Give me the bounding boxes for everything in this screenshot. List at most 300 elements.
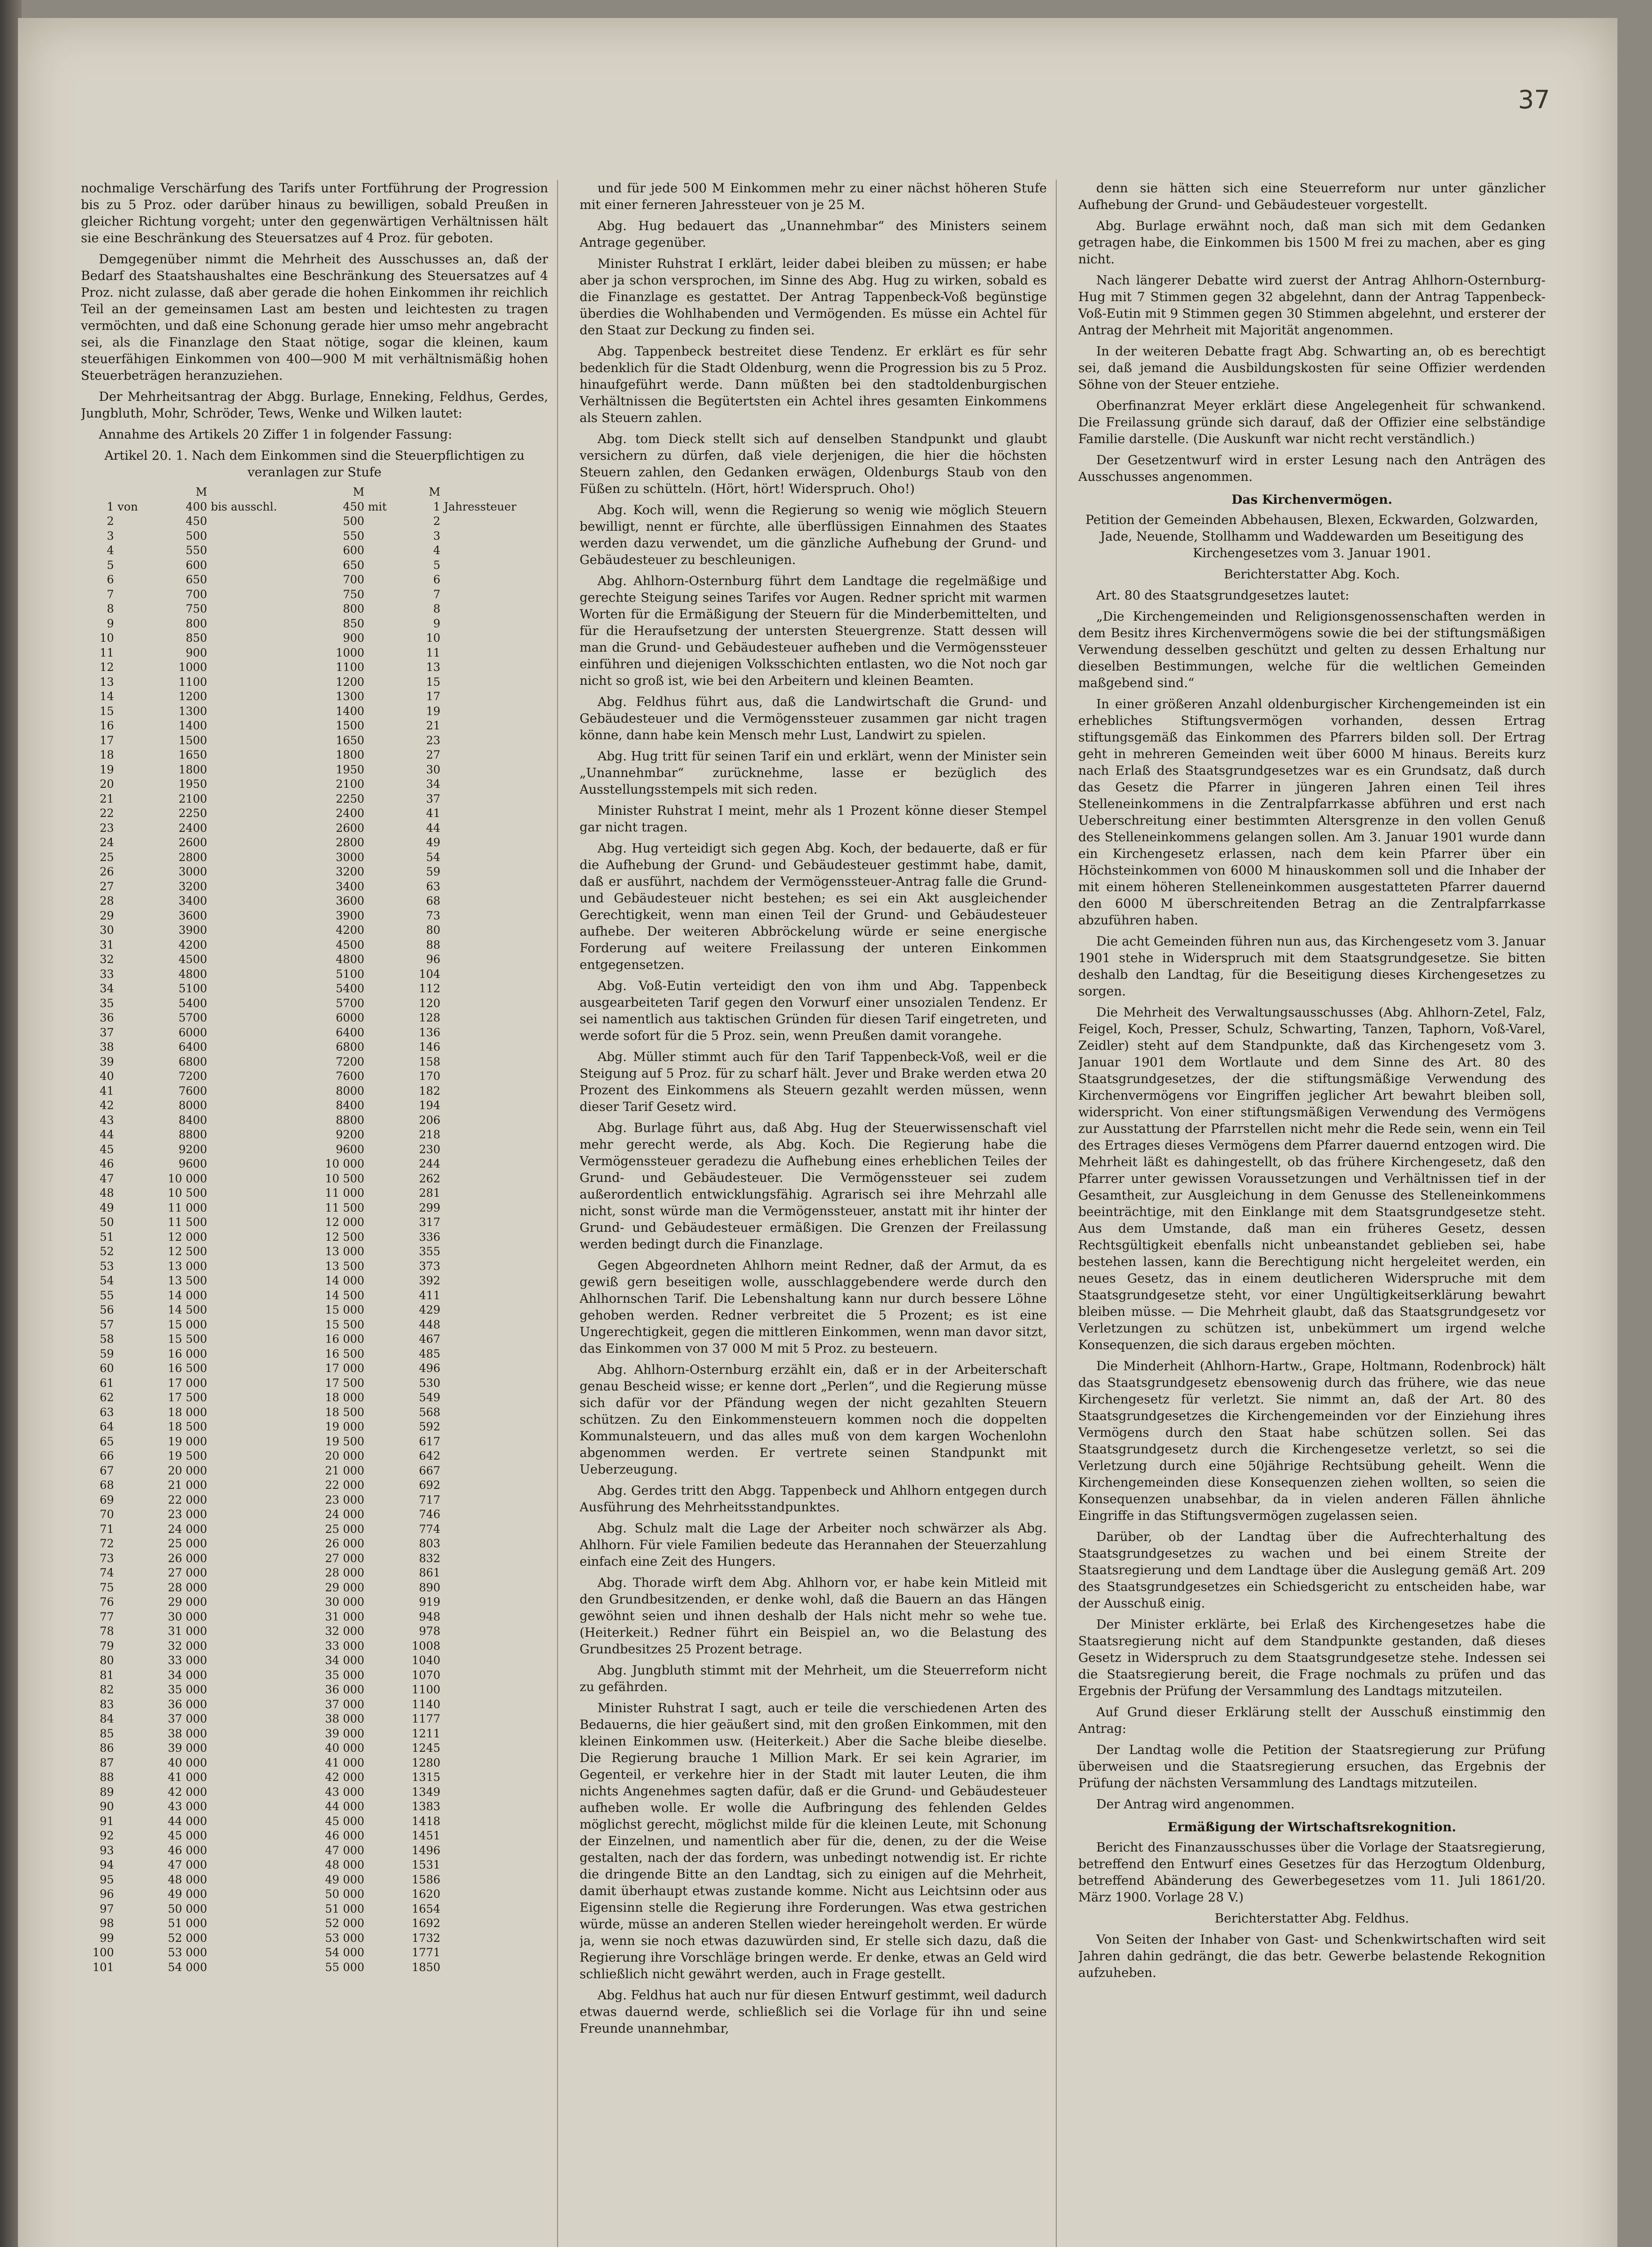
annual-tax: 496 (419, 1362, 441, 1375)
annual-tax: 1692 (412, 1917, 441, 1930)
table-row (81, 1186, 548, 1201)
lower-bound: 4500 (178, 953, 208, 966)
table-row (81, 719, 548, 733)
stufe-number: 64 (99, 1420, 114, 1433)
table-row (81, 1274, 548, 1288)
stufe-number: 10 (99, 631, 114, 644)
annual-tax: 96 (426, 953, 441, 966)
annual-tax: 1850 (412, 1960, 441, 1974)
jahressteuer-label (442, 1785, 548, 1800)
jahressteuer-label (442, 1478, 548, 1493)
lower-bound: 45 000 (168, 1829, 208, 1842)
stufe-number: 14 (99, 690, 114, 703)
table-row (81, 1566, 548, 1581)
jahressteuer-label (442, 952, 548, 967)
stufe-number: 101 (92, 1960, 114, 1974)
von-label (116, 1727, 149, 1741)
von-label (116, 1405, 149, 1420)
upper-bound: 37 000 (325, 1697, 364, 1711)
jahressteuer-label (442, 1259, 548, 1274)
von-label (116, 1507, 149, 1522)
paragraph: Die acht Gemeinden führen nun aus, das Kirchengesetz vom 3. Januar 1901 stehe in Widerspruch mit dem Staatsgrundgesetze. Sie bitten deshalb den Landtag, für die Beseitigung dieses Kirchengesetzes zu sorgen. (1078, 934, 1546, 999)
table-row (81, 558, 548, 573)
mit-label (366, 1668, 397, 1683)
upper-bound: 15 000 (325, 1303, 364, 1316)
annual-tax: 1771 (412, 1946, 441, 1959)
stufe-number: 49 (99, 1201, 114, 1214)
stufe-number: 42 (99, 1099, 114, 1112)
jahressteuer-label (442, 1201, 548, 1216)
annual-tax: 485 (419, 1347, 441, 1360)
annual-tax: 392 (419, 1274, 441, 1287)
von-label (116, 938, 149, 953)
stufe-number: 87 (99, 1756, 114, 1769)
annual-tax: 692 (419, 1479, 441, 1492)
mit-label (366, 981, 397, 996)
upper-bound: 35 000 (325, 1668, 364, 1682)
bis-label (209, 1697, 306, 1712)
lower-bound: 550 (186, 544, 208, 557)
bis-label (209, 748, 306, 763)
bis-label (209, 1464, 306, 1479)
lower-bound: 3900 (178, 924, 208, 937)
von-label (116, 660, 149, 675)
mit-label (366, 1449, 397, 1464)
table-row (81, 894, 548, 909)
von-label (116, 1215, 149, 1230)
mit-label (366, 646, 397, 661)
annual-tax: 10 (426, 631, 441, 644)
mit-label (366, 1931, 397, 1946)
lower-bound: 13 000 (168, 1259, 208, 1273)
jahressteuer-label (442, 792, 548, 807)
von-label (116, 923, 149, 938)
jahressteuer-label (442, 719, 548, 733)
table-row (81, 1902, 548, 1917)
annual-tax: 120 (419, 996, 441, 1010)
upper-bound: 6400 (336, 1026, 364, 1039)
annual-tax: 7 (433, 587, 441, 601)
annual-tax: 617 (419, 1434, 441, 1448)
upper-bound: 3000 (336, 850, 364, 864)
von-label (116, 1770, 149, 1785)
lower-bound: 15 000 (168, 1318, 208, 1331)
stufe-number: 6 (106, 573, 114, 586)
von-label (116, 1858, 149, 1873)
stufe-number: 98 (99, 1917, 114, 1930)
mit-label (366, 1098, 397, 1113)
lower-bound: 10 000 (168, 1172, 208, 1185)
jahressteuer-label (442, 1683, 548, 1697)
paragraph: Abg. Feldhus führt aus, daß die Landwirtschaft die Grund- und Gebäudesteuer und die Vermögenssteuer zusammen gar nicht tragen könne, dann habe kein Mensch mehr Lust, Landwirt zu spielen. (580, 694, 1047, 742)
paragraph: Art. 80 des Staatsgrundgesetzes lautet: (1096, 588, 1350, 603)
mit-label (366, 923, 397, 938)
upper-bound: 19 500 (325, 1434, 364, 1448)
jahressteuer-label (442, 1551, 548, 1566)
upper-bound: 6000 (336, 1011, 364, 1024)
stufe-number: 16 (99, 719, 114, 732)
upper-bound: 10 000 (325, 1157, 364, 1170)
paragraph: Abg. tom Dieck stellt sich auf denselben Standpunkt und glaubt versichern zu dürfen, daß viele derjenigen, die hier die höchsten Steuern zahlen, den Gedanken erwägen, Oldenburgs Staub von den Füßen zu schütteln. (Hört, hört! Widerspruch. Oho!) (580, 431, 1047, 496)
lower-bound: 46 000 (168, 1843, 208, 1857)
stufe-number: 28 (99, 894, 114, 907)
bis-label (209, 1069, 306, 1084)
stufe-number: 20 (99, 777, 114, 790)
bis-label (209, 1507, 306, 1522)
jahressteuer-label (442, 1347, 548, 1362)
bis-label (209, 1639, 306, 1654)
stufe-number: 38 (99, 1040, 114, 1053)
jahressteuer-label (442, 631, 548, 646)
bis-label (209, 1683, 306, 1697)
von-label (116, 1843, 149, 1858)
lower-bound: 47 000 (168, 1858, 208, 1871)
paragraph: In einer größeren Anzahl oldenburgischer Kirchengemeinden ist ein erhebliches Stiftungsvermögen vorhanden, dessen Ertrag stiftungsgemäß das Einkommen des Pfarrers bilden soll. Der Ertrag geht in mehreren Gemeinden weit über 6000 M hinaus. Bereits kurz nach Erlaß des Staatsgrundgesetzes war es ein Grundsatz, daß durch das Gesetz die Pfarrer in jüngeren Jahren einen Teil ihres Stelleneinkommens in die Zentralpfarrkasse abführen und erst nach Ueberschreitung einer bestimmten Altersgrenze in den vollen Genuß des Stelleneinkommens gelangen sollen. Am 3. Januar 1901 wurde dann ein Kirchengesetz erlassen, nach dem kein Pfarrer über ein Höchsteinkommen von 6000 M hinauskommen soll und die Inhaber der mit einem höheren Stelleneinkommen ausgestatteten Pfarrer dauernd den 6000 M überschreitenden Betrag an die Zentralpfarrkasse abzuführen haben. (1078, 697, 1546, 928)
table-row (81, 1040, 548, 1055)
bis-label (209, 1873, 306, 1887)
table-row (81, 587, 548, 602)
bis-label (209, 879, 306, 894)
upper-bound: 20 000 (325, 1449, 364, 1462)
lower-bound: 6800 (178, 1055, 208, 1068)
annual-tax: 411 (419, 1288, 441, 1302)
table-row (81, 1945, 548, 1960)
table-row (81, 1318, 548, 1332)
stufe-number: 46 (99, 1157, 114, 1170)
table-row (81, 1887, 548, 1902)
jahressteuer-label (442, 1055, 548, 1070)
paragraph: und für jede 500 M Einkommen mehr zu einer nächst höheren Stufe mit einer ferneren Jahressteuer von je 25 M. (580, 181, 1047, 212)
bis-label (209, 1040, 306, 1055)
bis-label (209, 1610, 306, 1625)
von-label (116, 1390, 149, 1405)
annual-tax: 448 (419, 1318, 441, 1331)
upper-bound: 22 000 (325, 1479, 364, 1492)
lower-bound: 650 (186, 573, 208, 586)
bis-label (209, 1201, 306, 1216)
lower-bound: 4800 (178, 967, 208, 981)
paragraph: Abg. Burlage erwähnt noch, daß man sich mit dem Gedanken getragen habe, die Einkommen bis 1500 M frei zu machen, aber es ging nicht. (1078, 218, 1546, 266)
upper-bound: 16 500 (325, 1347, 364, 1360)
stufe-number: 70 (99, 1508, 114, 1521)
lower-bound: 11 000 (168, 1201, 208, 1214)
mit-label (366, 748, 397, 763)
von-label (116, 1551, 149, 1566)
upper-bound: 5400 (336, 982, 364, 995)
table-row (81, 1843, 548, 1858)
stufe-number: 4 (106, 544, 114, 557)
stufe-number: 73 (99, 1551, 114, 1565)
table-row (81, 1259, 548, 1274)
upper-bound: 42 000 (325, 1771, 364, 1784)
von-label (116, 1799, 149, 1814)
stufe-number: 97 (99, 1902, 114, 1915)
table-row (81, 1916, 548, 1931)
table-row (81, 1361, 548, 1376)
jahressteuer-label (442, 1741, 548, 1756)
mit-label (366, 1887, 397, 1902)
annual-tax: 104 (419, 967, 441, 981)
upper-bound: 1400 (336, 704, 364, 718)
stufe-number: 25 (99, 850, 114, 864)
von-label (116, 1084, 149, 1099)
bis-label (209, 1084, 306, 1099)
jahressteuer-label (442, 1026, 548, 1040)
mit-label (366, 1040, 397, 1055)
stufe-number: 81 (99, 1668, 114, 1682)
scanned-page (18, 18, 1617, 2247)
upper-bound: 13 000 (325, 1245, 364, 1258)
mit-label (366, 1274, 397, 1288)
lower-bound: 30 000 (168, 1610, 208, 1623)
table-row (81, 763, 548, 777)
mit-label (366, 675, 397, 690)
paragraph: Der Antrag wird angenommen. (1096, 1797, 1295, 1812)
upper-bound: 4500 (336, 938, 364, 951)
annual-tax: 158 (419, 1055, 441, 1068)
mit-label (366, 1478, 397, 1493)
jahressteuer-label (442, 529, 548, 544)
lower-bound: 900 (186, 646, 208, 659)
stufe-number: 44 (99, 1128, 114, 1141)
stufe-number: 54 (99, 1274, 114, 1287)
von-label (116, 558, 149, 573)
mit-label (366, 1712, 397, 1727)
paragraph: denn sie hätten sich eine Steuerreform nur unter gänzlicher Aufhebung der Grund- und Gebäudesteuer vorgestellt. (1078, 181, 1546, 212)
upper-bound: 850 (343, 617, 364, 630)
mit-label (366, 1084, 397, 1099)
jahressteuer-label (442, 1274, 548, 1288)
annual-tax: 136 (419, 1026, 441, 1039)
annual-tax: 146 (419, 1040, 441, 1053)
annual-tax: 1496 (412, 1843, 441, 1857)
upper-bound: 14 000 (325, 1274, 364, 1287)
von-label (116, 1361, 149, 1376)
von-label (116, 1011, 149, 1026)
jahressteuer-label (442, 1829, 548, 1843)
table-row (81, 1536, 548, 1551)
von-label (116, 1873, 149, 1887)
annual-tax: 15 (426, 675, 441, 688)
table-row (81, 1303, 548, 1318)
tax-table (81, 485, 548, 1975)
bis-label (209, 543, 306, 558)
bis-label (209, 1376, 306, 1391)
annual-tax: 355 (419, 1245, 441, 1258)
bis-label: bis ausschl. (211, 500, 277, 513)
bis-label (209, 1288, 306, 1303)
upper-bound: 44 000 (325, 1800, 364, 1813)
von-label (116, 909, 149, 924)
table-row (81, 1128, 548, 1142)
upper-bound: 1500 (336, 719, 364, 732)
mit-label (366, 1858, 397, 1873)
annual-tax: 373 (419, 1259, 441, 1273)
jahressteuer-label (442, 646, 548, 661)
stufe-number: 9 (106, 617, 114, 630)
paragraph: Abg. Hug tritt für seinen Tarif ein und erklärt, wenn der Minister sein „Unannehmbar“ zurücknehme, lasse er bezüglich des Ausstellungsstempels mit sich reden. (580, 749, 1047, 797)
von-label (116, 733, 149, 748)
stufe-number: 1 (106, 500, 114, 513)
mit-label (366, 938, 397, 953)
bis-label (209, 1303, 306, 1318)
table-row (81, 1727, 548, 1741)
upper-bound: 5700 (336, 996, 364, 1010)
von-label (116, 1434, 149, 1449)
jahressteuer-label (442, 1639, 548, 1654)
lower-bound: 15 500 (168, 1332, 208, 1346)
table-row (81, 1449, 548, 1464)
jahressteuer-label (442, 1040, 548, 1055)
bis-label (209, 996, 306, 1011)
bis-label (209, 1887, 306, 1902)
lower-bound: 42 000 (168, 1785, 208, 1798)
bis-label (209, 1727, 306, 1741)
von-label (116, 1712, 149, 1727)
upper-bound: 8000 (336, 1084, 364, 1097)
bis-label (209, 1434, 306, 1449)
jahressteuer-label (442, 1566, 548, 1581)
jahressteuer-label (442, 1230, 548, 1245)
bis-label (209, 1113, 306, 1128)
von-label (116, 1464, 149, 1479)
jahressteuer-label (442, 1332, 548, 1347)
upper-bound: 750 (343, 587, 364, 601)
bis-label (209, 1653, 306, 1668)
upper-bound: 7200 (336, 1055, 364, 1068)
mit-label (366, 660, 397, 675)
lower-bound: 12 000 (168, 1230, 208, 1243)
stufe-number: 62 (99, 1391, 114, 1404)
bis-label (209, 689, 306, 704)
table-row (81, 1084, 548, 1099)
annual-tax: 1732 (412, 1931, 441, 1945)
jahressteuer-label (442, 1581, 548, 1595)
bis-label (209, 952, 306, 967)
bis-label (209, 675, 306, 690)
annual-tax: 861 (419, 1566, 441, 1579)
jahressteuer-label (442, 1770, 548, 1785)
von-label (116, 1756, 149, 1771)
jahressteuer-label (442, 602, 548, 617)
mit-label (366, 1244, 397, 1259)
annual-tax: 230 (419, 1142, 441, 1156)
von-label (116, 573, 149, 587)
lower-bound: 1500 (178, 733, 208, 747)
upper-bound: 15 500 (325, 1318, 364, 1331)
jahressteuer-label (442, 1186, 548, 1201)
lower-bound: 750 (186, 602, 208, 615)
lower-bound: 27 000 (168, 1566, 208, 1579)
stufe-number: 33 (99, 967, 114, 981)
table-row (81, 617, 548, 631)
stufe-number: 80 (99, 1654, 114, 1667)
von-label (116, 1887, 149, 1902)
paragraph: Abg. Müller stimmt auch für den Tarif Tappenbeck-Voß, weil er die Steigung auf 5 Proz. für zu scharf hält. Jever und Brake werden etwa 20 Prozent des Einkommens als Steuern gezahlt werden müssen, wenn dieser Tarif Gesetz wird. (580, 1049, 1047, 1114)
mit-label (366, 865, 397, 879)
lower-bound: 36 000 (168, 1697, 208, 1711)
mit-label (366, 733, 397, 748)
upper-bound: 27 000 (325, 1551, 364, 1565)
lower-bound: 9200 (178, 1142, 208, 1156)
mit-label (366, 1581, 397, 1595)
bis-label (209, 587, 306, 602)
table-row (81, 1581, 548, 1595)
upper-bound: 8800 (336, 1113, 364, 1127)
annual-tax: 803 (419, 1537, 441, 1550)
jahressteuer-label (442, 1069, 548, 1084)
lower-bound: 26 000 (168, 1551, 208, 1565)
paragraph: Abg. Feldhus hat auch nur für diesen Entwurf gestimmt, weil dadurch etwas dauernd werde, schließlich sei die Vorlage für ihn und seine Freunde unannehmbar, (580, 1988, 1047, 2036)
annual-tax: 667 (419, 1464, 441, 1477)
jahressteuer-label (442, 835, 548, 850)
upper-bound: 1100 (336, 661, 364, 674)
jahressteuer-label (442, 1668, 548, 1683)
lower-bound: 17 000 (168, 1376, 208, 1390)
table-row (81, 1332, 548, 1347)
mit-label (366, 1785, 397, 1800)
page-number: 37 (1518, 85, 1550, 115)
upper-bound: 30 000 (325, 1595, 364, 1608)
von-label (116, 1347, 149, 1362)
paragraph: Auf Grund dieser Erklärung stellt der Ausschuß einstimmig den Antrag: (1078, 1705, 1546, 1736)
upper-bound: 39 000 (325, 1727, 364, 1740)
annual-tax: 1349 (412, 1785, 441, 1798)
table-row (81, 1756, 548, 1771)
jahressteuer-label (442, 558, 548, 573)
bis-label (209, 733, 306, 748)
annual-tax: 890 (419, 1581, 441, 1594)
stufe-number: 22 (99, 807, 114, 820)
bis-label (209, 1536, 306, 1551)
mit-label (366, 704, 397, 719)
mit-label (366, 1843, 397, 1858)
lower-bound: 1400 (178, 719, 208, 732)
bis-label (209, 1945, 306, 1960)
annual-tax: 59 (426, 865, 441, 878)
von-label (116, 587, 149, 602)
annual-tax: 73 (426, 909, 441, 922)
mit-label (366, 1624, 397, 1639)
lower-bound: 6400 (178, 1040, 208, 1053)
table-row (81, 1420, 548, 1434)
von-label (116, 1683, 149, 1697)
mit-label (366, 1916, 397, 1931)
bis-label (209, 1478, 306, 1493)
table-row (81, 1069, 548, 1084)
stufe-number: 77 (99, 1610, 114, 1623)
jahressteuer-label (442, 1916, 548, 1931)
mit-label (366, 1201, 397, 1216)
lower-bound: 700 (186, 587, 208, 601)
lower-bound: 20 000 (168, 1464, 208, 1477)
lower-bound: 400 (186, 500, 208, 513)
paragraph: Die Mehrheit des Verwaltungsausschusses (Abg. Ahlhorn-Zetel, Falz, Feigel, Koch, Presser, Schulz, Schwarting, Tanzen, Taphorn, Voß-Varel, Zeidler) steht auf dem Standpunkte, daß das Kirchengesetz vom 3. Januar 1901 dem Wortlaute und dem Sinne des Art. 80 des Staatsgrundgesetzes, der die stiftungsmäßige Verwendung des Kirchenvermögens vor Eingriffen jeglicher Art bewahrt bleiben soll, widerspricht. Von einer stiftungsmäßigen Verwendung des Vermögens zur Ausstattung der Pfarrstellen nicht mehr die Rede sein, wenn ein Teil des Ertrages dieses Vermögens dem Pfarrer dauernd entzogen wird. Die Mehrheit läßt es dahingestellt, ob das frühere Kirchengesetz, daß den Pfarrer unter gewissen Voraussetzungen und Verhältnissen tief in der Gesamtheit, zur Ausgleichung in dem Genusse des Stelleneinkommens beeinträchtige, mit den Einklange mit dem Staatsgrundgesetze steht. Aus dem Umstande, daß man ein früheres Gesetz, dessen Rechtsgültigkeit ebenfalls nicht unbeanstandet geblieben sei, habe bestehen lassen, kann die Berechtigung nicht hergeleitet werden, ein neues Gesetz, das in einem deutlicheren Widerspruche mit dem Staatsgrundgesetze steht, vor einer Ungültigkeitserklärung bewahrt bleiben müsse. — Die Mehrheit glaubt, daß das Staatsgrundgesetz vor Verletzungen zu schützen ist, unbekümmert um irgend welche Konsequenzen, die sich daraus ergeben möchten. (1078, 1005, 1546, 1352)
lower-bound: 5400 (178, 996, 208, 1010)
upper-bound: 48 000 (325, 1858, 364, 1871)
bis-label (209, 1916, 306, 1931)
bis-label (209, 1551, 306, 1566)
stufe-number: 76 (99, 1595, 114, 1608)
mit-label (366, 1157, 397, 1172)
jahressteuer-label (442, 543, 548, 558)
table-row (81, 602, 548, 617)
lower-bound: 32 000 (168, 1639, 208, 1652)
jahressteuer-label (442, 1215, 548, 1230)
stufe-number: 50 (99, 1216, 114, 1229)
bis-label (209, 1259, 306, 1274)
lower-bound: 1000 (178, 661, 208, 674)
